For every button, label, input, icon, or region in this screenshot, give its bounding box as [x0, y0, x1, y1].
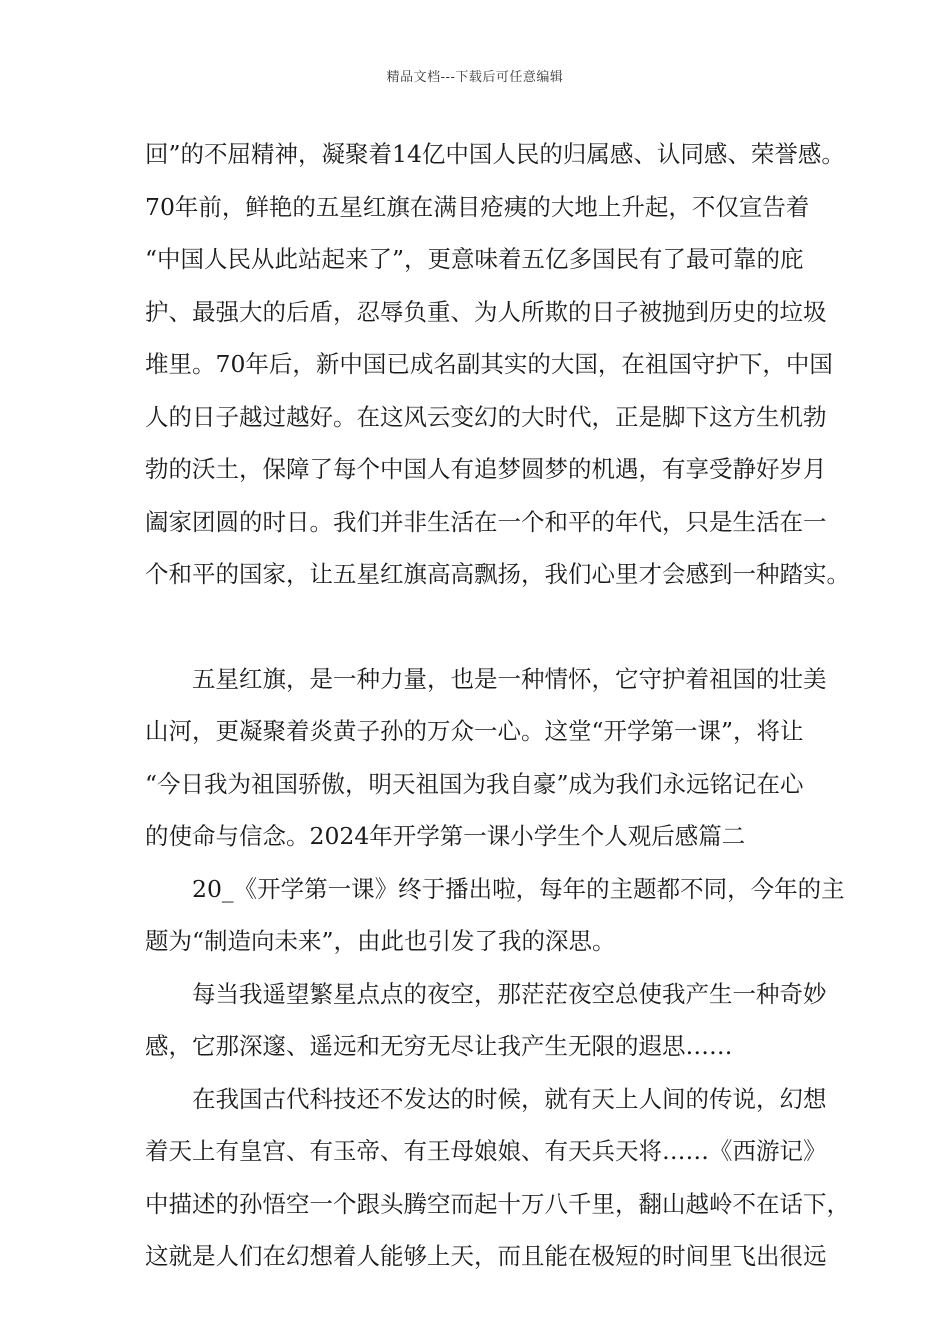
text-line: 护、最强大的后盾，忍辱负重、为人所欺的日子被抛到历史的垃圾 — [145, 297, 827, 326]
text-line: 堆里。70年后，新中国已成名副其实的大国，在祖国守护下，中国 — [145, 350, 833, 378]
text-line: 勃的沃土，保障了每个中国人有追梦圆梦的机遇，有享受静好岁月 — [145, 455, 827, 483]
paragraph-2 — [145, 653, 827, 863]
text-line: “今日我为祖国骄傲，明天祖国为我自豪”成为我们永远铭记在心 — [145, 769, 804, 798]
text-line: 着天上有皇宫、有玉帝、有王母娘娘、有天兵天将……《西游记》 — [145, 1137, 827, 1165]
text-line: 题为“制造向未来”，由此也引发了我的深思。 — [145, 927, 616, 955]
text-line: 每当我遥望繁星点点的夜空，那茫茫夜空总使我产生一种奇妙 — [192, 979, 827, 1008]
text-line: 阖家团圆的时日。我们并非生活在一个和平的年代，只是生活在一 — [145, 507, 827, 536]
text-line: 70年前，鲜艳的五星红旗在满目疮痍的大地上升起，不仅宣告着 — [145, 192, 810, 221]
paragraph-4 — [145, 968, 827, 1073]
text-line: 这就是人们在幻想着人能够上天，而且能在极短的时间里飞出很远 — [145, 1242, 827, 1270]
text-line: 人的日子越过越好。在这风云变幻的大时代，正是脚下这方生机勃 — [145, 402, 827, 431]
text-line: 五星红旗，是一种力量，也是一种情怀，它守护着祖国的壮美 — [192, 664, 827, 693]
text-line: 中描述的孙悟空一个跟头腾空而起十万八千里，翻山越岭不在话下， — [145, 1189, 850, 1218]
text-line: 在我国古代科技还不发达的时候，就有天上人间的传说，幻想 — [192, 1084, 827, 1113]
text-line: 20_《开学第一课》终于播出啦，每年的主题都不同，今年的主 — [192, 874, 845, 903]
document-body — [145, 128, 850, 1283]
page-header: 精品文档---下载后可任意编辑 — [386, 70, 564, 85]
text-line: 的使命与信念。2024年开学第一课小学生个人观后感篇二 — [145, 822, 746, 850]
text-line: 回”的不屈精神，凝聚着14亿中国人民的归属感、认同感、荣誉感。 — [145, 140, 845, 168]
text-line: “中国人民从此站起来了”，更意味着五亿多国民有了最可靠的庇 — [145, 245, 804, 273]
text-line: 感，它那深邃、遥远和无穷无尽让我产生无限的遐思…… — [145, 1032, 733, 1060]
paragraph-3 — [145, 863, 845, 968]
text-line: 个和平的国家，让五星红旗高高飘扬，我们心里才会感到一种踏实。 — [145, 560, 850, 588]
paragraph-1 — [145, 128, 850, 601]
paragraph-5 — [145, 1073, 850, 1283]
text-line: 山河，更凝聚着炎黄子孙的万众一心。这堂“开学第一课”，将让 — [145, 717, 804, 745]
